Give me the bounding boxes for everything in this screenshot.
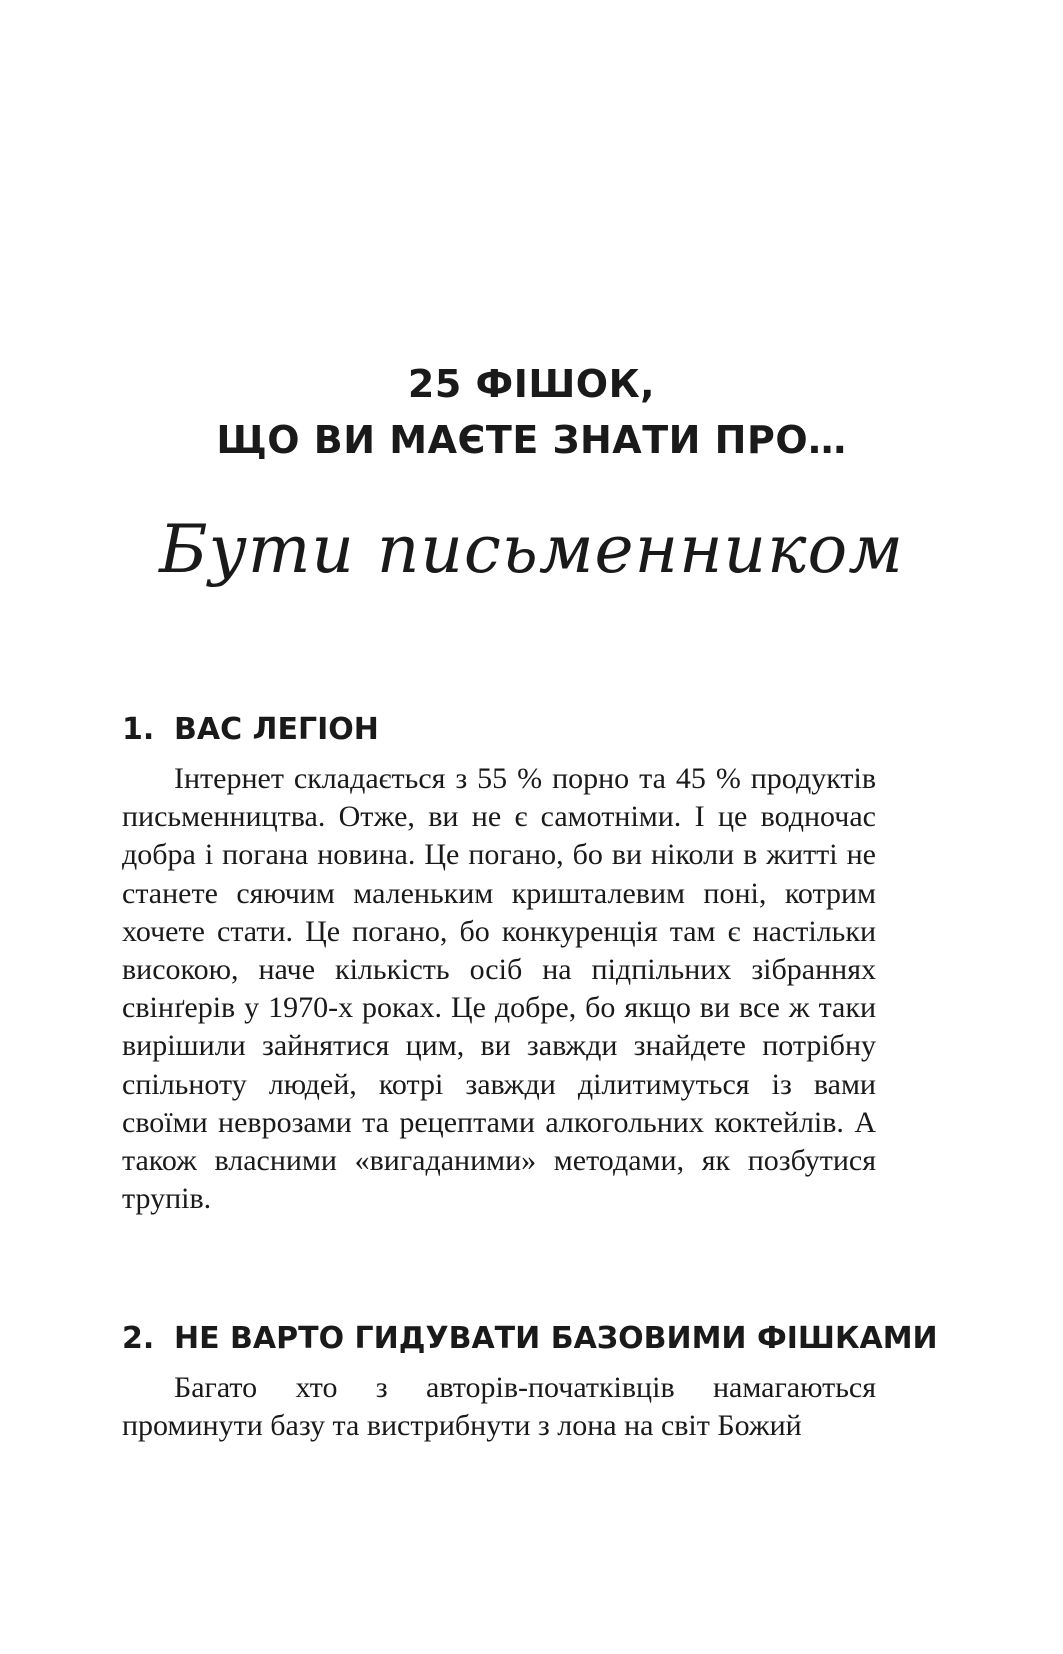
section-1-heading — [122, 708, 952, 752]
chapter-script-title: Бути письменником — [159, 511, 904, 588]
chapter-heading-line2: ЩО ВИ МАЄТЕ ЗНАТИ ПРО… — [216, 418, 847, 462]
section-2-heading — [122, 1317, 952, 1361]
section-1-title: ВАС ЛЕГІОН — [174, 712, 379, 747]
section-2-number: 2. — [122, 1321, 155, 1356]
section-2-title: НЕ ВАРТО ГИДУВАТИ БАЗОВИМИ ФІШКАМИ — [174, 1321, 938, 1356]
section-1-number: 1. — [122, 712, 155, 747]
chapter-heading-line1: 25 ФІШОК, — [407, 362, 656, 406]
section-1-paragraph: Інтернет складається з 55 % порно та 45 % продуктів письменництва. Отже, ви не є самотніми. І це водночас добра і погана новина. Це погано, бо ви ніколи в житті не станете сяючим маленьким кришталевим поні, котрим хочете стати. Це погано, бо конкуренція там є настільки високою, наче кількість осіб на підпільних зібраннях свінґерів у 1970-х роках. Це добре, бо якщо ви все ж таки вирішили зайнятися цим, ви завжди знайдете потрібну спільноту людей, котрі завжди ділитимуться із вами своїми неврозами та рецептами алкогольних коктейлів. А також власними «вигаданими» методами, як позбутися трупів. — [122, 762, 876, 1216]
section-2-paragraph: Багато хто з авторів-початківців намагаються проминути базу та вистрибнути з лона на світ Божий — [122, 1371, 876, 1443]
